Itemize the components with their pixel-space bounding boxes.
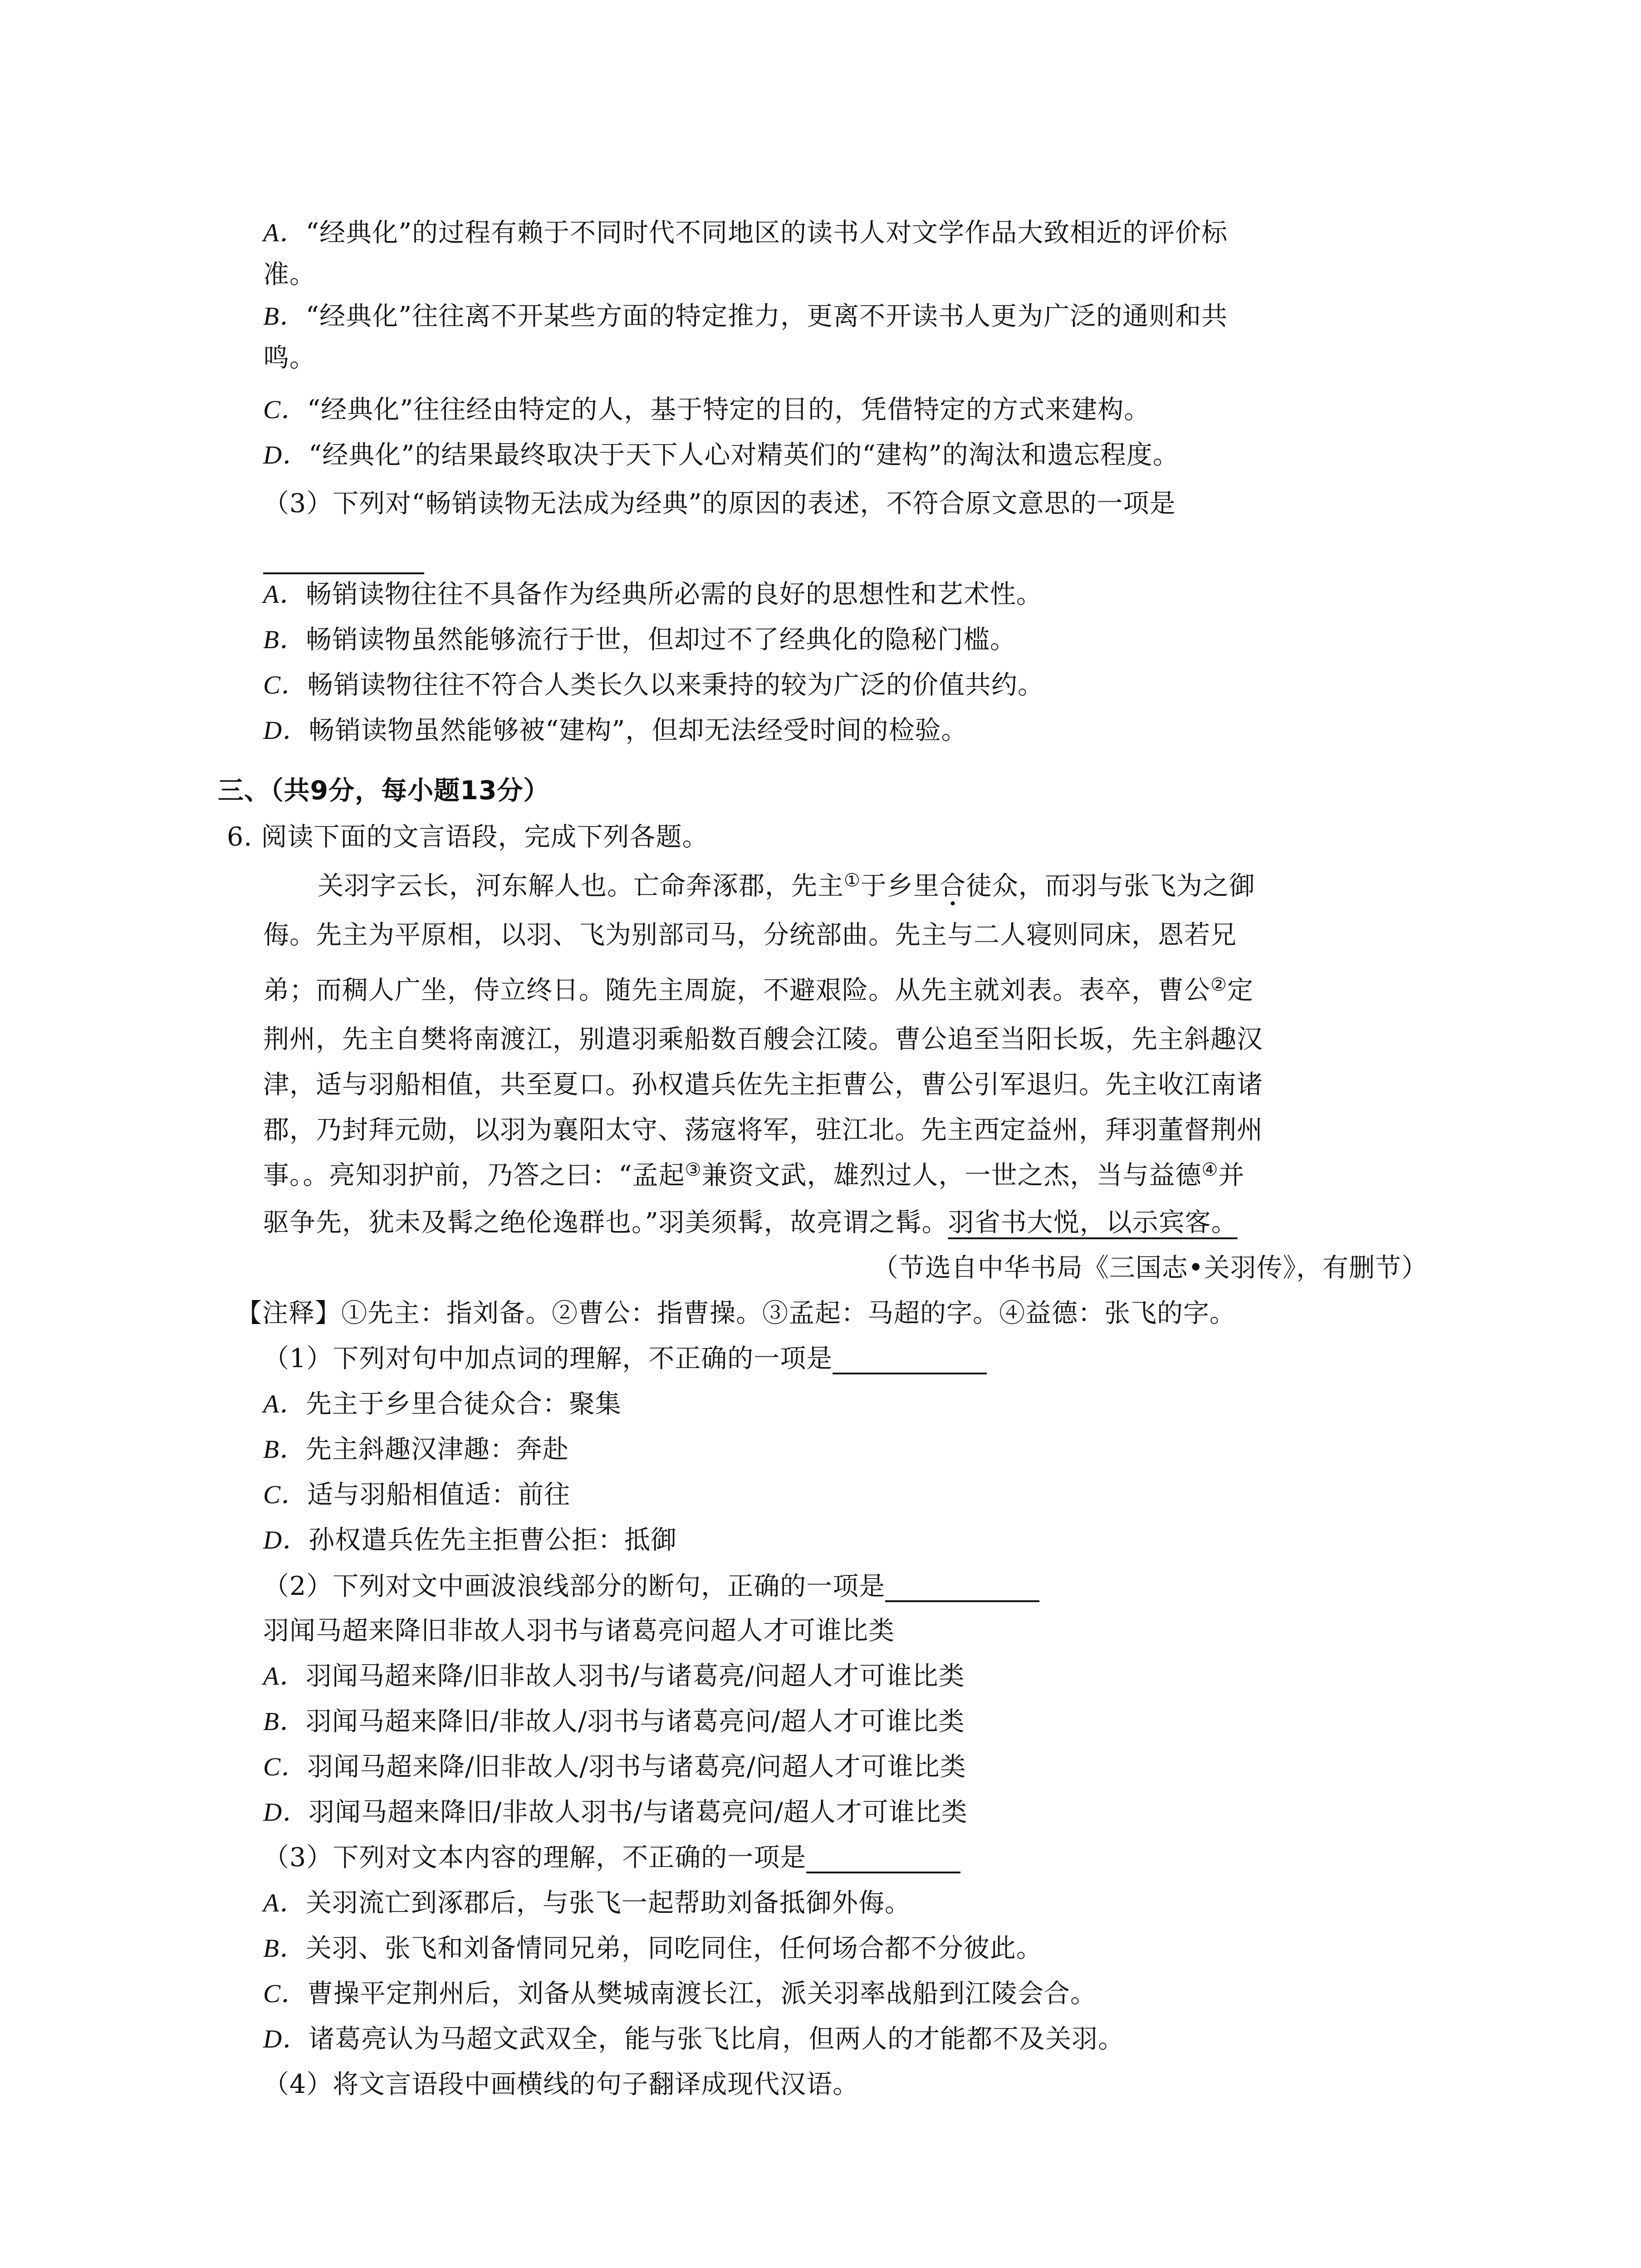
section-heading: 三、（共9分，每小题13分） [218,776,550,806]
option-letter: A． [263,219,306,247]
passage-line [263,1159,1244,1194]
option-text: “经典化”往往离不开某些方面的特定推力，更离不开读书人更为广泛的通则和共 [305,301,1228,331]
q6-2-option-a [263,1660,965,1692]
q6-2-option-d [263,1796,968,1828]
q6-3-option-b [263,1932,1043,1965]
question-stem: （3）下列对文本内容的理解，不正确的一项是 [263,1843,807,1872]
option-text: 关羽流亡到涿郡后，与张飞一起帮助刘备抵御外侮。 [305,1888,911,1918]
footnote-marker: ② [1210,974,1227,995]
option-letter: A． [263,580,306,609]
option-letter: C． [263,1980,308,2008]
option-text: 畅销读物往往不符合人类长久以来秉持的较为广泛的价值共约。 [307,670,1044,700]
q5-part3-option-c [263,669,1044,701]
q6-1-stem [263,1343,987,1374]
q5-part3-stem: （3）下列对“畅销读物无法成为经典”的原因的表述，不符合原文意思的一项是 [263,489,1176,518]
q5-part3-option-d [263,714,967,747]
dotted-word: 合 [939,871,966,901]
passage-text: 关羽字云长，河东解人也。亡命奔涿郡，先主 [318,871,844,901]
question-stem: （2）下列对文中画波浪线部分的断句，正确的一项是 [263,1571,886,1601]
option-text: 畅销读物虽然能够被“建构”，但却无法经受时间的检验。 [309,715,968,745]
option-letter: D． [263,441,309,469]
q5-part3-option-a [263,578,1043,611]
q6-3-option-d [263,2023,1124,2055]
option-letter: C． [263,1753,308,1781]
option-text: 羽闻马超来降旧/非故人/羽书与诸葛亮问/超人才可谁比类 [305,1706,965,1736]
passage-text: 兼资文武，雄烈过人，一世之杰，当与益德 [701,1160,1202,1190]
option-letter: A． [263,1390,306,1418]
option-letter: D． [263,716,309,745]
footnote-marker: ③ [685,1159,702,1180]
passage-text: 事。。亮知羽护前，乃答之曰：“孟起 [263,1160,685,1190]
option-letter: B． [263,302,306,331]
option-letter: C． [263,396,308,424]
passage-text: 徒众，而羽与张飞为之御 [965,871,1255,901]
option-text: 羽闻马超来降旧/非故人羽书/与诸葛亮问/超人才可谁比类 [309,1797,968,1827]
passage-line: 津，适与羽船相值，共至夏口。孙权遣兵佐先主拒曹公，曹公引军退归。先主收江南诸 [263,1070,1263,1100]
option-text: “经典化”的结果最终取决于天下人心对精英们的“建构”的淘汰和遗忘程度。 [309,440,1179,470]
q6-2-sentence: 羽闻马超来降旧非故人羽书与诸葛亮问超人才可谁比类 [263,1616,895,1646]
passage-line: 郡，乃封拜元勋，以羽为襄阳太守、荡寇将军，驻江北。先主西定益州，拜羽董督荆州 [263,1115,1263,1145]
option-b-line2: 鸣。 [263,343,316,373]
passage-text: 定 [1227,975,1254,1005]
q6-2-option-c [263,1751,966,1783]
q6-2-stem [263,1570,1039,1602]
option-letter: C． [263,671,308,699]
option-text: 先主于乡里合徒众合：聚集 [305,1389,622,1419]
option-c [263,394,1150,426]
option-letter: B． [263,626,306,654]
option-text: 畅销读物往往不具备作为经典所必需的良好的思想性和艺术性。 [305,579,1043,609]
q6-1-option-a [263,1388,622,1420]
option-letter: B． [263,1934,306,1963]
passage-source: （节选自中华书局《三国志•关羽传》，有删节） [872,1253,1428,1283]
passage-line: 荆州，先主自樊将南渡江，别遣羽乘船数百艘会江陵。曹公追至当阳长坂，先主斜趣汉 [263,1024,1263,1054]
underlined-sentence: 羽省书大悦，以示宾客。 [948,1207,1238,1237]
option-text: 孙权遣兵佐先主拒曹公拒：抵御 [309,1525,677,1555]
option-letter: B． [263,1435,306,1464]
footnote-marker: ① [844,870,861,891]
passage-line [263,974,1254,1009]
option-letter: A． [263,1662,306,1691]
option-letter: D． [263,2025,309,2053]
option-text: 羽闻马超来降/旧非故人羽书/与诸葛亮/问超人才可谁比类 [305,1661,965,1691]
option-a-line2: 准。 [263,259,316,289]
option-text: 诸葛亮认为马超文武双全，能与张飞比肩，但两人的才能都不及关羽。 [309,2024,1125,2054]
option-letter: D． [263,1798,309,1827]
q6-3-option-a [263,1887,911,1919]
question-6-intro: 6. 阅读下面的文言语段，完成下列各题。 [227,822,709,852]
option-letter: A． [263,1889,306,1917]
option-d [263,439,1179,471]
passage-text: 驱争先，犹未及髯之绝伦逸群也。”羽美须髯，故亮谓之髯。 [263,1207,948,1237]
q6-2-option-b [263,1706,965,1738]
passage-line: 侮。先主为平原相，以羽、飞为别部司马，分统部曲。先主与二人寝则同床，恩若兄 [263,920,1237,950]
option-letter: C． [263,1481,308,1509]
option-text: 羽闻马超来降/旧非故人/羽书与诸葛亮/问超人才可谁比类 [307,1752,966,1782]
q6-1-option-b [263,1433,569,1466]
option-text: 畅销读物虽然能够流行于世，但却过不了经典化的隐秘门槛。 [305,625,1016,655]
option-letter: D． [263,1526,309,1554]
option-text: 先主斜趣汉津趣：奔赴 [305,1434,569,1464]
answer-blank[interactable] [263,572,424,574]
option-letter: B． [263,1707,306,1736]
option-b-line1 [263,300,1228,332]
q5-part3-option-b [263,624,1016,656]
option-text: 关羽、张飞和刘备情同兄弟，同吃同住，任何场合都不分彼此。 [305,1933,1043,1963]
passage-line [318,870,1255,904]
option-text: “经典化”的过程有赖于不同时代不同地区的读书人对文学作品大致相近的评价标 [305,218,1228,248]
answer-blank[interactable] [885,1573,1039,1602]
option-a-line1 [263,217,1228,249]
option-text: 曹操平定荆州后，刘备从樊城南渡长江，派关羽率战船到江陵会合。 [307,1979,1097,2009]
q6-4-stem: （4）将文言语段中画横线的句子翻译成现代汉语。 [263,2069,859,2099]
q6-1-option-c [263,1479,570,1511]
answer-blank[interactable] [806,1844,960,1873]
passage-line [263,1207,1238,1238]
q6-3-option-c [263,1978,1097,2010]
answer-blank[interactable] [833,1345,987,1374]
option-text: “经典化”往往经由特定的人，基于特定的目的，凭借特定的方式来建构。 [307,395,1151,425]
q6-1-option-d [263,1524,677,1556]
footnote-marker: ④ [1201,1159,1219,1180]
passage-text: 于乡里 [860,871,940,901]
passage-text: 弟；而稠人广坐，侍立终日。随先主周旋，不避艰险。从先主就刘表。表卒，曹公 [263,975,1210,1005]
question-stem: （1）下列对句中加点词的理解，不正确的一项是 [263,1344,833,1374]
q6-3-stem [263,1842,960,1873]
option-text: 适与羽船相值适：前往 [307,1480,571,1510]
passage-text: 并 [1218,1160,1245,1190]
passage-notes: 【注释】①先主：指刘备。②曹公：指曹操。③孟起：马超的字。④益德：张飞的字。 [236,1298,1236,1328]
